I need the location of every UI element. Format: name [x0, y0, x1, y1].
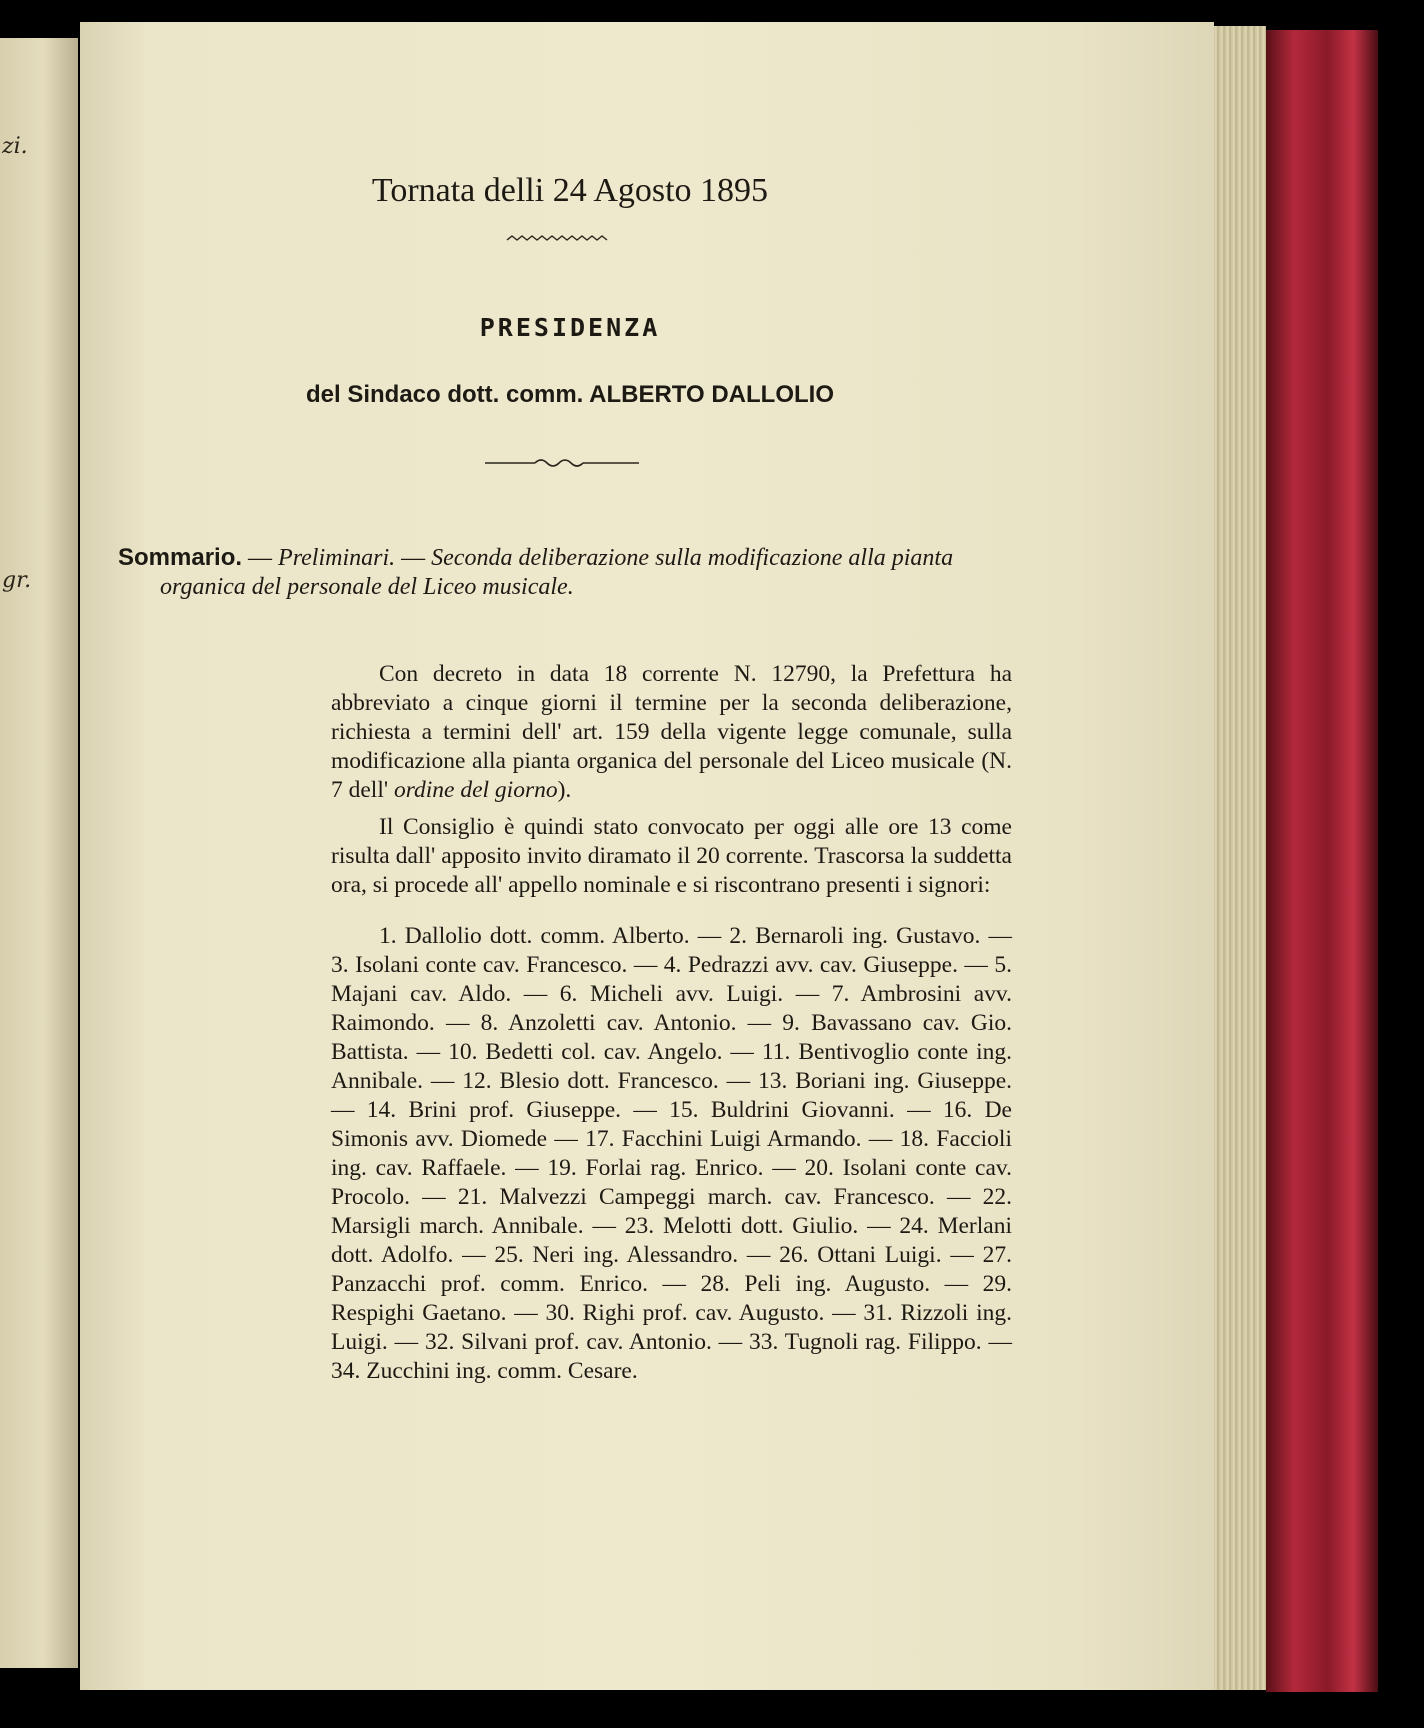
paragraph-convocation: Il Consiglio è quindi stato convocato per oggi alle ore 13 come risulta dall' apposito invito diramato il 20 corrente. Trascorsa la suddetta ora, si procede all' appello nominale e si riscontrano presenti i signori: [331, 814, 1012, 898]
facing-page-fragment: zi. [2, 134, 28, 159]
minutes-body [331, 660, 1012, 1386]
page-stack-edge [1214, 26, 1266, 1690]
book-cover-edge [1266, 30, 1378, 1692]
summary-dash: — [395, 545, 432, 571]
summary-item-text-continued: organica del personale del Liceo musicale. [160, 574, 574, 600]
presiding-mayor: del Sindaco dott. comm. ALBERTO DALLOLIO [305, 381, 834, 408]
summary-label: Sommario. [118, 544, 243, 571]
summary-dash: — [242, 545, 279, 571]
facing-page-fragment: gr. [2, 568, 32, 593]
divider-ornament [485, 456, 639, 470]
paragraph-attendance-list: 1. Dallolio dott. comm. Alberto. — 2. Bernaroli ing. Gustavo. — 3. Isolani conte cav. Francesco. — 4. Pedrazzi avv. cav. Giuseppe. — 5. Majani cav. Aldo. — 6. Micheli avv. Luigi. — 7. Ambrosini avv. Raimondo. — 8. Anzoletti cav. Antonio. — 9. Bavassano cav. Gio. Battista. — 10. Bedetti col. cav. Angelo. — 11. Bentivoglio conte ing. Annibale. — 12. Blesio dott. Francesco. — 13. Boriani ing. Giuseppe. — 14. Brini prof. Giuseppe. — 15. Buldrini Giovanni. — 16. De Simonis avv. Diomede — 17. Facchini Luigi Armando. — 18. Faccioli ing. cav. Raffaele. — 19. Forlai rag. Enrico. — 20. Isolani conte cav. Procolo. — 21. Malvezzi Campeggi march. cav. Francesco. — 22. Marsigli march. Annibale. — 23. Melotti dott. Giulio. — 24. Merlani dott. Adolfo. — 25. Neri ing. Alessandro. — 26. Ottani Luigi. — 27. Panzacchi prof. comm. Enrico. — 28. Peli ing. Augusto. — 29. Respighi Gaetano. — 30. Righi prof. cav. Augusto. — 31. Rizzoli ing. Luigi. — 32. Silvani prof. cav. Antonio. — 33. Tugnoli rag. Filippo. — 34. Zucchini ing. comm. Cesare. [331, 923, 1012, 1384]
paragraph-text-end: ). [557, 777, 572, 803]
paragraph-text: Con decreto in data 18 corrente N. 12790, la Prefettura ha abbreviato a cinque giorni il termine per la seconda deliberazione, richiesta a termini dell' art. 159 della vigente legge comunale, sulla modificazione alla pianta organica del personale del Liceo musicale (N. 7 dell' [331, 661, 1012, 803]
summary-block [118, 543, 1012, 602]
paragraph-decree [331, 660, 1012, 805]
facing-page-edge [0, 38, 78, 1668]
summary-item-text: Seconda deliberazione sulla modificazione alla pianta [431, 545, 954, 571]
session-title: Tornata delli 24 Agosto 1895 [371, 172, 769, 209]
paragraph-italic: ordine del giorno [393, 777, 558, 803]
summary-item-preliminari: Preliminari. [278, 545, 396, 571]
presidenza-heading: PRESIDENZA [479, 313, 661, 342]
wavy-rule-ornament [505, 233, 611, 247]
